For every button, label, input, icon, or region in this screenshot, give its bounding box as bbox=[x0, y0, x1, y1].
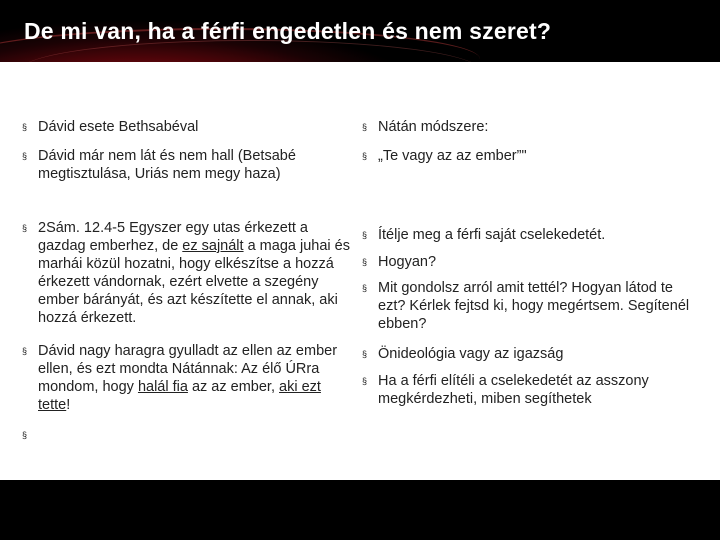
list-item-text: Ítélje meg a férfi saját cselekedetét. bbox=[378, 227, 606, 243]
list-item-text: Ha a férfi elítéli a cselekedetét az asszony megkérdezheti, miben segíthetek bbox=[378, 373, 649, 407]
underlined-phrase: halál fia bbox=[137, 379, 188, 395]
bullet-icon: § bbox=[22, 151, 28, 161]
list-item bbox=[22, 147, 352, 183]
list-item bbox=[22, 342, 352, 414]
bullet-icon: § bbox=[22, 430, 28, 440]
footer-bar bbox=[0, 480, 720, 540]
bullet-icon: § bbox=[362, 376, 368, 386]
bullet-icon: § bbox=[362, 122, 368, 132]
list-item bbox=[362, 345, 563, 363]
list-item bbox=[362, 253, 436, 271]
title-bar bbox=[0, 0, 720, 62]
slide-title: De mi van, ha a férfi engedetlen és nem szeret? bbox=[24, 18, 552, 44]
list-item bbox=[362, 372, 702, 408]
bullet-icon: § bbox=[22, 346, 28, 356]
underlined-phrase: aki ezt tette bbox=[38, 379, 321, 413]
bullet-icon: § bbox=[22, 223, 28, 233]
list-item bbox=[362, 147, 527, 165]
underlined-phrase: ez sajnált bbox=[182, 238, 244, 254]
list-item-text: Nátán módszere: bbox=[378, 119, 489, 135]
list-item bbox=[22, 118, 198, 136]
list-item bbox=[362, 279, 702, 333]
list-item-text: Hogyan? bbox=[378, 254, 437, 270]
list-item bbox=[362, 118, 488, 136]
bullet-icon: § bbox=[362, 349, 368, 359]
list-item-text: Dávid nagy haragra gyulladt az ellen az ember ellen, és ezt mondta Nátánnak: Az élő ÚRra mondom, hogy halál fia az az ember, aki ezt tette! bbox=[38, 343, 338, 413]
bullet-icon: § bbox=[362, 283, 368, 293]
bullet-icon: § bbox=[22, 122, 28, 132]
list-item-text: 2Sám. 12.4-5 Egyszer egy utas érkezett a gazdag emberhez, de ez sajnált a maga juhai és marhái közül hozatni, hogy elkészítse a hozzá érkezett vándornak, ezért elvette a szegény ember bárányát, és azt készítette el annak, aki hozzá érkezett. bbox=[38, 220, 350, 326]
list-item bbox=[362, 226, 605, 244]
list-item bbox=[22, 219, 352, 327]
list-item-text: Dávid már nem lát és nem hall (Betsabé megtisztulása, Uriás nem megy haza) bbox=[38, 148, 296, 182]
list-item-text: „Te vagy az az ember”" bbox=[378, 148, 527, 164]
list-item-empty bbox=[22, 426, 38, 444]
bullet-icon: § bbox=[362, 230, 368, 240]
bullet-icon: § bbox=[362, 257, 368, 267]
list-item-text: Önideológia vagy az igazság bbox=[378, 346, 564, 362]
bullet-icon: § bbox=[362, 151, 368, 161]
list-item-text: Dávid esete Bethsabéval bbox=[38, 119, 199, 135]
list-item-text: Mit gondolsz arról amit tettél? Hogyan látod te ezt? Kérlek fejtsd ki, hogy megértsem. Segítenél ebben? bbox=[378, 280, 690, 332]
